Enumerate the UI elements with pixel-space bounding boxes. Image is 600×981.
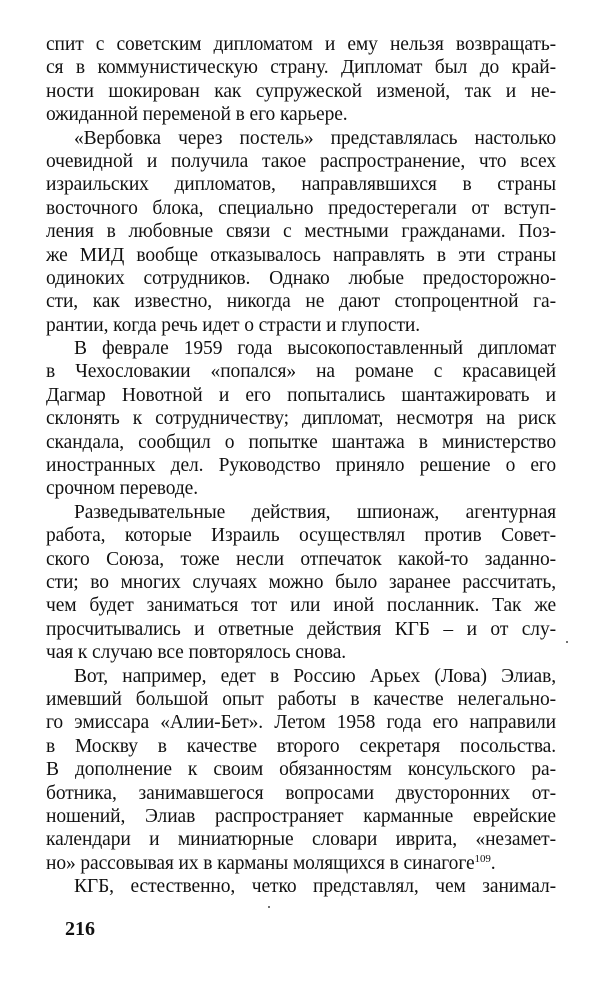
text-line: ления в любовные связи с местными гражданами. Поз- (46, 221, 556, 243)
text-line: Разведывательные действия, шпионаж, агентурная (74, 501, 556, 523)
text-line: ботника, занимавшегося вопросами двусторонних от- (46, 782, 556, 804)
text-line: имевший большой опыт работы в качестве нелегально- (46, 688, 556, 710)
text-line: го эмиссара «Алии-Бет». Летом 1958 года его направили (46, 712, 556, 734)
paragraph-6 (46, 875, 556, 898)
text-line: ности шокирован как супружеской изменой, так и не- (46, 80, 556, 102)
paragraph-4 (46, 501, 556, 665)
text-line: ношений, Элиав распространяет карманные еврейские (46, 805, 556, 827)
sentence-end: . (490, 852, 496, 874)
footnote-reference: 109 (474, 852, 491, 865)
text-line: ского Союза, тоже несли отпечаток какой-то заданно- (46, 548, 556, 570)
text-line: работа, которые Израиль осуществлял против Совет- (46, 525, 556, 547)
text-line: чая к случаю все повторялось снова. (46, 642, 347, 664)
paragraph-5 (46, 665, 556, 876)
text-line: в Чехословакии «попался» на романе с красавицей (46, 361, 556, 383)
text-line: же МИД вообще отказывалось направлять в эти страны (46, 244, 556, 266)
paragraph-2 (46, 127, 556, 338)
text-line: календари и миниатюрные словари иврита, «незамет- (46, 829, 556, 851)
text-line: просчитывались и ответные действия КГБ – и от слу- (46, 618, 556, 640)
text-line: Дагмар Новотной и его попытались шантажировать и (46, 384, 556, 406)
text-line: рантии, когда речь идет о страсти и глупости. (46, 314, 420, 336)
scan-speck (566, 641, 568, 643)
text-line: ожиданной переменой в его карьере. (46, 104, 348, 126)
text-line: Вот, например, едет в Россию Арьех (Лова) Элиав, (74, 665, 556, 687)
text-line: чем будет заниматься тот или иной посланник. Так же (46, 595, 556, 617)
scan-speck (268, 906, 270, 908)
page-number: 216 (65, 918, 95, 940)
text-line-with-footnote (46, 852, 556, 875)
text-line: «Вербовка через постель» представлялась настолько (74, 127, 556, 149)
text-line: срочном переводе. (46, 478, 198, 500)
text-line-content: но» рассовывая их в карманы молящихся в синагоге (46, 852, 475, 874)
page-text (46, 33, 556, 898)
paragraph-3 (46, 337, 556, 501)
text-line: восточного блока, специально предостерегали от вступ- (46, 197, 556, 219)
text-line: спит с советским дипломатом и ему нельзя возвращать- (46, 34, 556, 55)
text-line: сти; во многих случаях можно было заранее рассчитать, (46, 571, 556, 593)
text-line: одиноких сотрудников. Однако любые предосторожно- (46, 267, 556, 289)
text-line: иностранных дел. Руководство приняло решение о его (46, 455, 556, 477)
text-line: КГБ, естественно, четко представлял, чем занимал- (74, 876, 556, 898)
text-line: сти, как известно, никогда не дают стопроцентной га- (46, 291, 556, 313)
text-line: скандала, сообщил о попытке шантажа в министерство (46, 431, 556, 453)
text-line: в Москву в качестве второго секретаря посольства. (46, 735, 556, 757)
text-line: В феврале 1959 года высокопоставленный дипломат (74, 338, 556, 360)
paragraph-1 (46, 33, 556, 127)
text-line: В дополнение к своим обязанностям консульского ра- (46, 759, 556, 781)
text-line: очевидной и получила такое распространение, что всех (46, 150, 556, 172)
text-line: склонять к сотрудничеству; дипломат, несмотря на риск (46, 408, 556, 430)
text-line: израильских дипломатов, направлявшихся в страны (46, 174, 556, 196)
text-line: ся в коммунистическую страну. Дипломат был до край- (46, 57, 556, 79)
